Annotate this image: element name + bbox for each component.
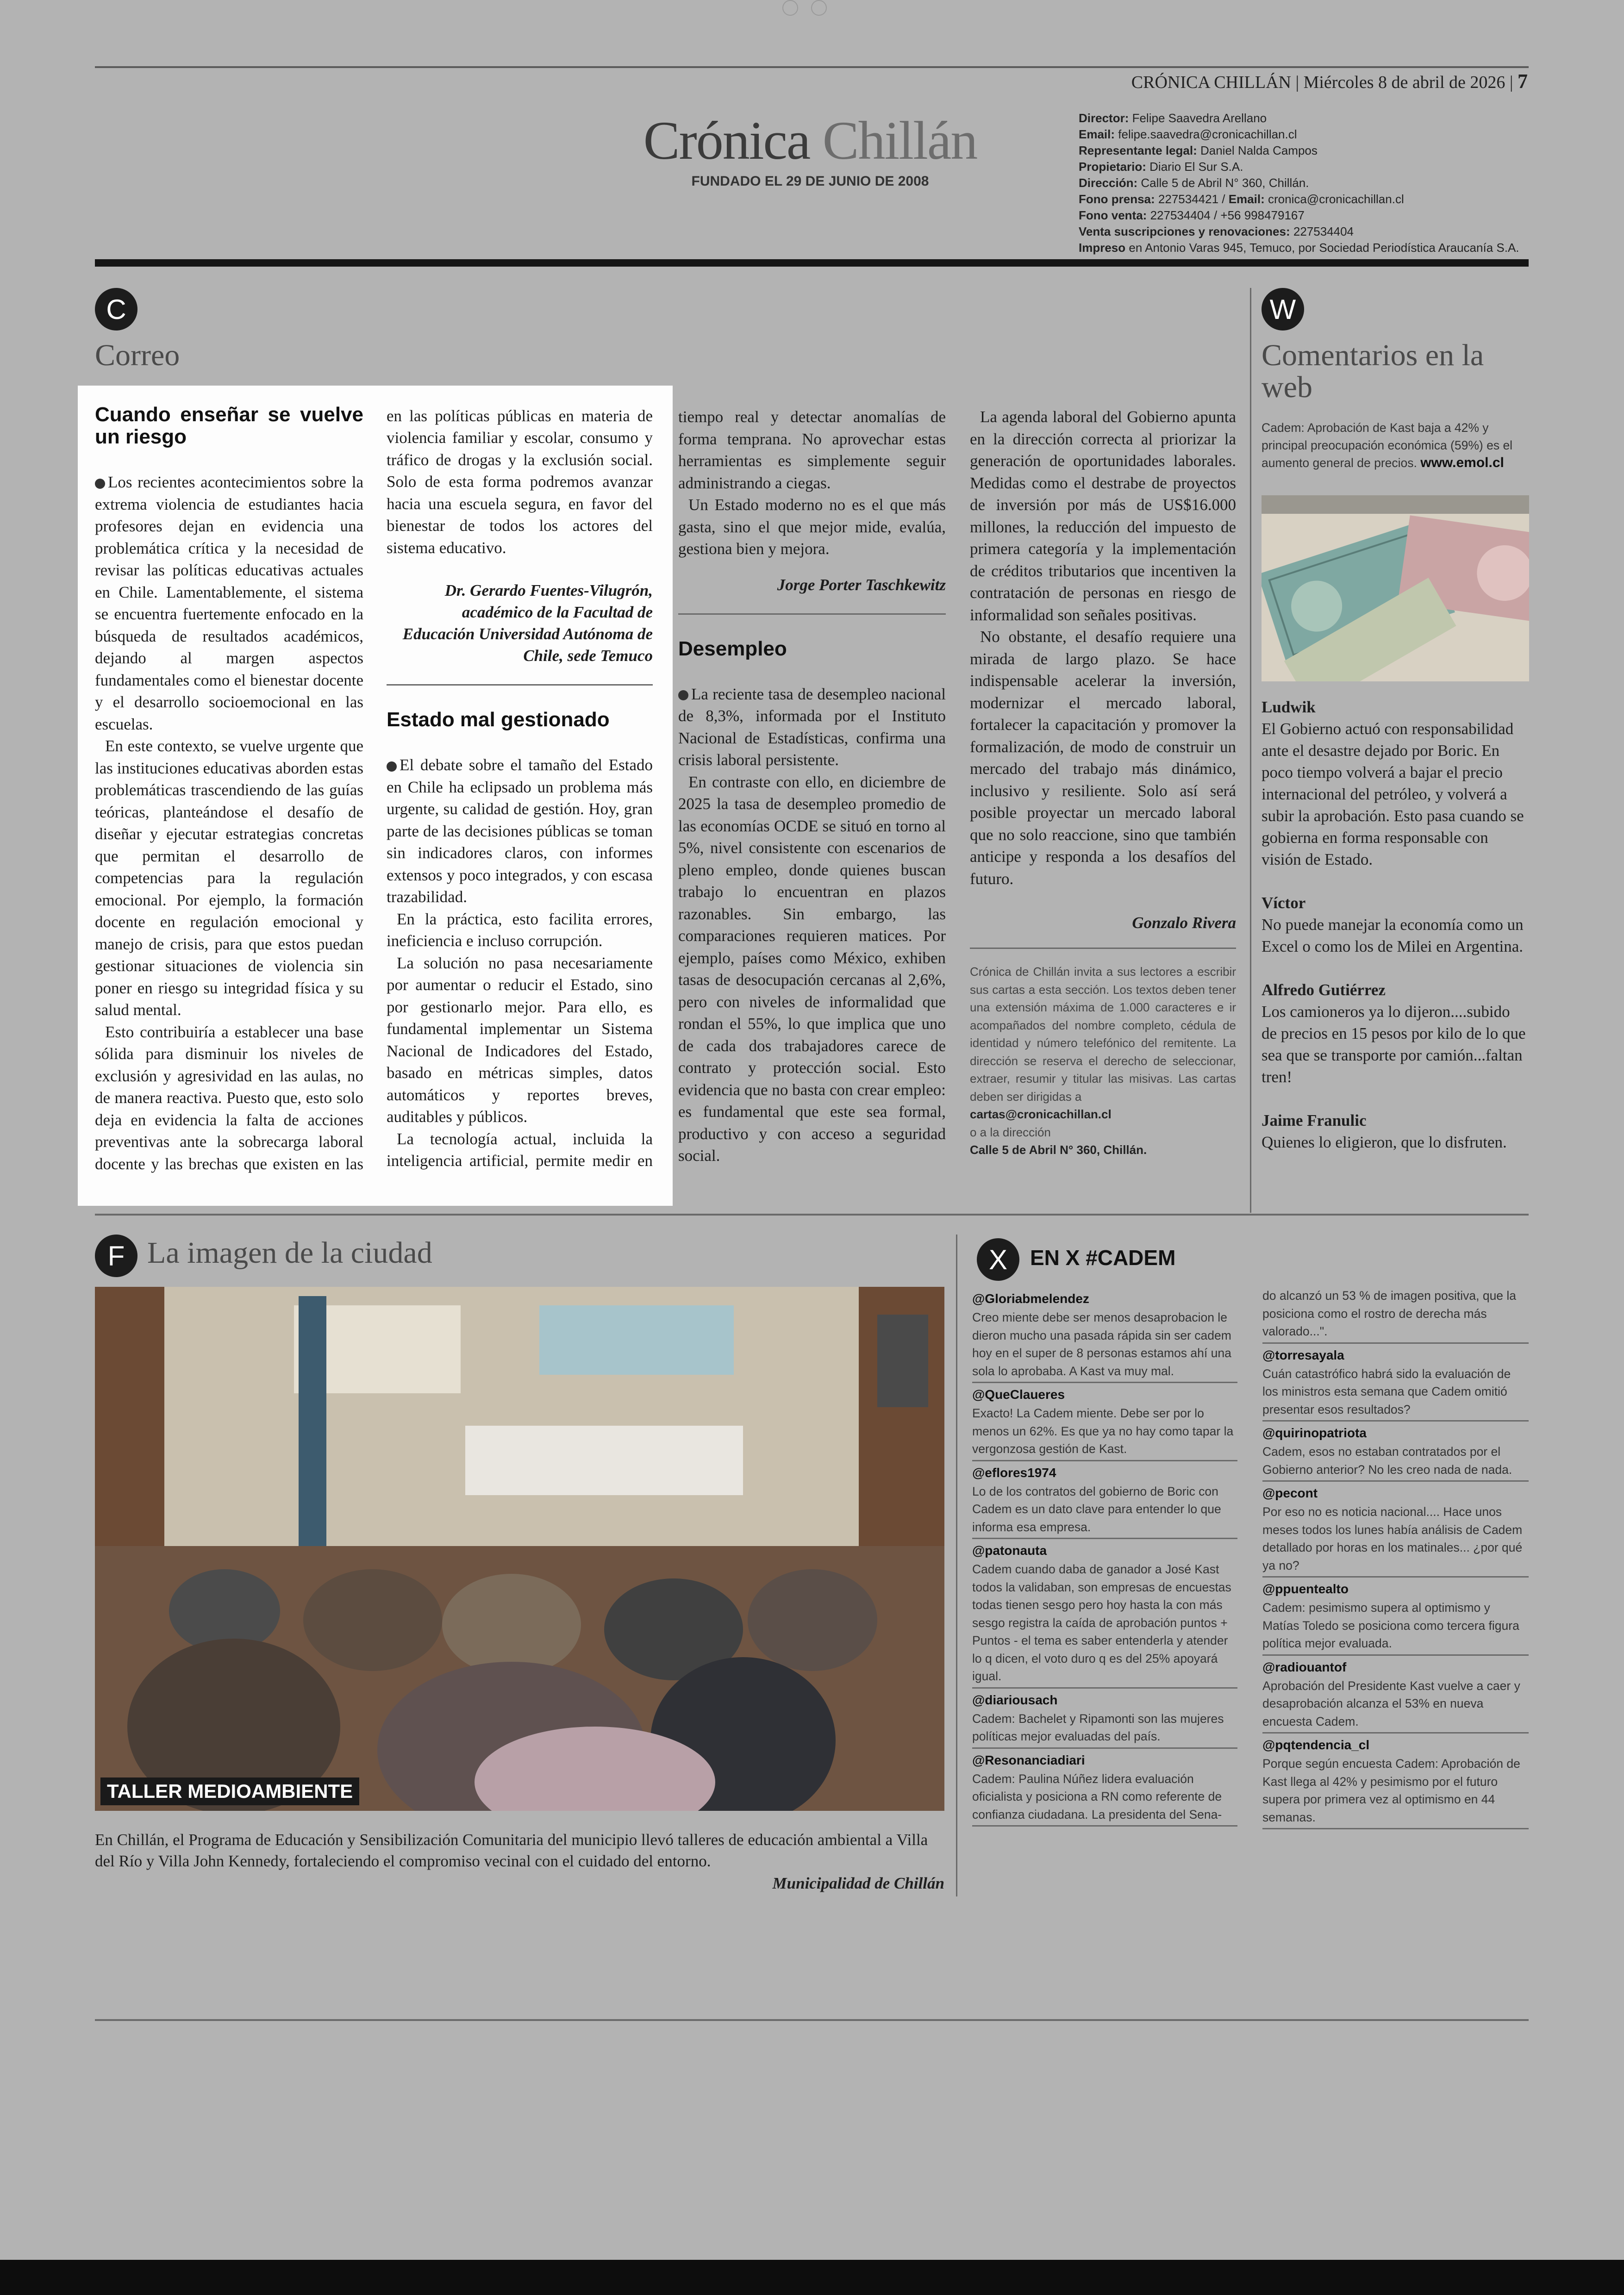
folio: CRÓNICA CHILLÁN | Miércoles 8 de abril de 2026 | 7: [1131, 70, 1528, 93]
paragraph: La agenda laboral del Gobierno apunta en la dirección correcta al priorizar la generación de oportunidades laborales. Medidas como el destrabe de proyectos de inversión por más de US$16.000 millones, la reducción del impuesto de primera categoría y la implementación de créditos tributarios que incentiven la contratación de personas en riesgo de informalidad son señales positivas.: [970, 408, 1236, 624]
submission-note: Crónica de Chillán invita a sus lectores a escribir sus cartas a esta sección. Los textos deben tener una extensión máxima de 1.000 caracteres e ir acompañados del nombre completo, cédula de identidad y número telefónico del remitente. La dirección se reserva el derecho de seleccionar, extraer, resumir y titular las misivas. Las cartas deben ser dirigidas a cartas@cronicachillan.cl o a la dirección Calle 5 de Abril N° 360, Chillán.: [970, 965, 1236, 1157]
paragraph: El debate sobre el tamaño del Estado en Chile ha eclipsado un problema más urgente, su calidad de gestión. Hoy, gran parte de las decisiones públicas se toman sin indicadores claros, con informes extensos y poco integrados, y con escasa trazabilidad.: [387, 756, 653, 906]
comment-text: El Gobierno actuó con responsabilidad ante el desastre dejado por Boric. En poco tiempo volverá a bajar el precio internacional del petróleo, y volverá a subir la aprobación. Esto pasa cuando se gobierna en forma responsable con visión de Estado.: [1262, 720, 1524, 868]
x-post-text: Lo de los contratos del gobierno de Boric con Cadem es un dato clave para entender lo que informa esa empresa.: [972, 1484, 1221, 1534]
letters-email[interactable]: cartas@cronicachillan.cl: [970, 1107, 1112, 1121]
letter2-continuation: tiempo real y detectar anomalías de forma temprana. No aprovechar estas herramientas es simplemente seguir administrando a ciegas.: [678, 408, 946, 492]
masthead: [602, 110, 1018, 189]
staff-row: Dirección: Calle 5 de Abril N° 360, Chillán.: [1079, 176, 1309, 190]
letter3-col4: [970, 406, 1236, 1159]
letter1-continuation: en las políticas públicas en materia de violencia familiar y escolar, consumo y tráfico de drogas y la exclusión social. Solo de esta forma podremos avanzar hacia una escuela segura, en favor del bienestar de todos los actores del sistema educativo.: [387, 406, 653, 557]
masthead-rule: [95, 259, 1529, 267]
x-handle[interactable]: @Resonanciadiari: [972, 1752, 1085, 1767]
x-post-text: Cadem, esos no estaban contratados por el Gobierno anterior? No les creo nada de nada.: [1262, 1445, 1512, 1477]
x-handle[interactable]: @quirinopatriota: [1262, 1426, 1367, 1440]
x-post-text: Exacto! La Cadem miente. Debe ser por lo menos un 62%. Es que ya no hay como tapar la vergonzosa gestión de Kast.: [972, 1406, 1234, 1456]
x-post-continuation: do alcanzó un 53 % de imagen positiva, que la posiciona como el rostro de derecha más valorado...".: [1262, 1287, 1529, 1344]
staff-row: Fono venta: 227534404 / +56 998479167: [1079, 208, 1305, 222]
top-rule: [95, 66, 1529, 68]
comment-text: Quienes lo eligieron, que lo disfruten.: [1262, 1133, 1507, 1151]
x-handle[interactable]: @torresayala: [1262, 1347, 1344, 1362]
web-title: Comentarios en la web: [1262, 338, 1484, 405]
x-post: [972, 1463, 1237, 1540]
x-handle[interactable]: @Gloriabmelendez: [972, 1291, 1089, 1306]
paragraph: La reciente tasa de desempleo nacional de 8,3%, informada por el Instituto Nacional de Estadísticas, confirma una crisis laboral persistente.: [678, 685, 946, 769]
correo-title: Correo: [95, 338, 180, 372]
x-post: [972, 1541, 1237, 1689]
x-post-text: Por eso no es noticia nacional.... Hace unos meses todos los lunes había análisis de Cadem detallado por horas en los matinales... ¿por qué ya no?: [1262, 1505, 1523, 1572]
viewer-bottom-bar: [0, 2260, 1624, 2295]
staff-row: Fono prensa: 227534421 / Email: cronica@cronicachillan.cl: [1079, 192, 1404, 206]
photo-label: TALLER MEDIOAMBIENTE: [100, 1777, 359, 1805]
paragraph: En contraste con ello, en diciembre de 2025 la tasa de desempleo promedio de las economías OCDE se situó en torno al 5%, nivel consistente con escenarios de pleno empleo, donde quienes buscan trabajo lo encuentran en plazos razonables. Sin embargo, las comparaciones requieren matices. Por ejemplo, países como México, exhiben tasas de desocupación cercanas al 2,6%, pero con niveles de informalidad que rondan el 55%, lo que implica que uno de cada dos trabajadores carece de contrato y protección social. Esto evidencia que no basta con crear empleo: es fundamental que este sea formal, productivo y con acceso a seguridad social.: [678, 773, 946, 1165]
x-handle[interactable]: @ppuentealto: [1262, 1582, 1349, 1596]
x-post: [1262, 1735, 1529, 1829]
web-comment: [1262, 697, 1529, 870]
x-post-text: Cadem: Paulina Núñez lidera evaluación oficialista y posiciona a RN como referente de confianza ciudadana. La presidenta del Sena-: [972, 1771, 1222, 1821]
x-handle[interactable]: @patonauta: [972, 1543, 1047, 1558]
x-handle[interactable]: @pecont: [1262, 1486, 1318, 1500]
paragraph: Un Estado moderno no es el que más gasta, sino el que mejor mide, evalúa, gestiona bien y mejora.: [678, 496, 946, 558]
paragraph: En este contexto, se vuelve urgente que las instituciones educativas aborden estas problemáticas trascendiendo de las guías teóricas, planteándose el desafío de diseñar y ejecutar estrategias concretas que permitan el desarrollo de competencias para la regulación emocional. Por ejemplo, la formación docente en regulación emocional y manejo de crisis, para que estos puedan gestionar situaciones de violencia sin poner en riesgo su integridad física y su salud mental.: [95, 737, 363, 1019]
x-column-1: [972, 1289, 1237, 1828]
comment-author: Alfredo Gutiérrez: [1262, 981, 1386, 999]
letter1-headline: Cuando enseñar se vuelve un riesgo: [95, 403, 363, 448]
comment-author: Jaime Franulic: [1262, 1111, 1367, 1129]
web-comments: [1262, 697, 1529, 1175]
x-post-text: Cuán catastrófico habrá sido la evaluación de los ministros esta semana que Cadem omitió presentar esos resultados?: [1262, 1366, 1511, 1416]
city-caption: En Chillán, el Programa de Educación y Sensibilización Comunitaria del municipio llevó talleres de educación ambiental a Villa del Río y Villa John Kennedy, fortaleciendo el compromiso vecinal con el cuidado del entorno.: [95, 1831, 928, 1870]
page-dot[interactable]: [811, 0, 827, 16]
x-post-text: Cadem: Bachelet y Ripamonti son las mujeres políticas mejor evaluadas del país.: [972, 1711, 1224, 1743]
letter1-col2: [387, 406, 653, 1172]
column-divider: [956, 1235, 957, 1896]
section-rule: [95, 1214, 1529, 1216]
x-badge: X: [977, 1238, 1019, 1281]
x-post: [1262, 1346, 1529, 1422]
comment-author: Víctor: [1262, 894, 1306, 912]
page-indicator: [782, 0, 843, 15]
founded-date: FUNDADO EL 29 DE JUNIO DE 2008: [691, 174, 929, 189]
paragraph: La solución no pasa necesariamente por aumentar o reducir el Estado, sino por gestionarlo mejor. Para ello, es fundamental implementar un Sistema Nacional de Indicadores del Estado, basado en métricas simples, datos automáticos y reportes breves, auditables y públicos.: [387, 954, 653, 1126]
letter2-col3: [678, 406, 946, 1167]
paper-logo: Crónica Chillán: [643, 110, 977, 171]
x-column-2: [1262, 1287, 1529, 1831]
web-comment: [1262, 892, 1529, 957]
x-post: [972, 1385, 1237, 1461]
bullet-icon: [387, 761, 397, 772]
comment-author: Ludwik: [1262, 698, 1316, 716]
divider: [678, 613, 946, 615]
web-comment: [1262, 1110, 1529, 1153]
x-post: [1262, 1658, 1529, 1734]
letter1-col1: [95, 404, 363, 1176]
paragraph: No obstante, el desafío requiere una mirada de largo plazo. Se hace indispensable acelerar la inversión, modernizar el mercado laboral, fortalecer la capacitación y promover la formalización, de modo de construir un mercado del trabajo más dinámico, inclusivo y resiliente. Solo así será posible proyectar un mercado laboral que no solo reaccione, sino que también anticipe y responda a los desafíos del futuro.: [970, 628, 1236, 888]
x-post-text: Creo miente debe ser menos desaprobacion le dieron mucho una pasada rápida sin ser cadem hoy en el super de 8 personas estamos ahí una sola lo aprobaba. A Kast va muy mal.: [972, 1310, 1231, 1378]
divider: [970, 948, 1236, 949]
web-badge: W: [1262, 288, 1304, 331]
city-badge: F: [95, 1235, 137, 1277]
web-comment: [1262, 979, 1529, 1088]
staff-row: Propietario: Diario El Sur S.A.: [1079, 160, 1243, 174]
bullet-icon: [678, 690, 688, 700]
paragraph: En la práctica, esto facilita errores, ineficiencia e incluso corrupción.: [387, 910, 653, 950]
paragraph: Esto contribuiría a establecer una base sólida para disminuir los niveles de exclusión y agresividad en las aulas, no de manera reactiva. Puesto que, esto solo deja en evidencia la falta de acciones preventivas ante la sobrecarga laboral docente y las brechas que existen en las: [95, 1023, 363, 1173]
staff-row: Venta suscripciones y renovaciones: 227534404: [1079, 225, 1354, 238]
comment-text: No puede manejar la economía como un Excel o como los de Milei en Argentina.: [1262, 916, 1524, 955]
paragraph: Los recientes acontecimientos sobre la extrema violencia de estudiantes hacia profesores dejan en evidencia una problemática crítica y la necesidad de revisar las políticas educativas actuales en Chile. Lamentablemente, el sistema se encuentra fuertemente enfocado en la búsqueda de resultados académicos, dejando al margen aspectos fundamentales como el bienestar docente y el desarrollo socioemocional en las escuelas.: [95, 473, 363, 733]
x-handle[interactable]: @eflores1974: [972, 1465, 1056, 1480]
column-divider: [1250, 288, 1251, 1213]
x-post: [972, 1751, 1237, 1827]
x-post-text: Porque según encuesta Cadem: Aprobación de Kast llega al 42% y pesimismo por el futuro supera por primera vez al optimismo en 44 semanas.: [1262, 1757, 1520, 1824]
x-post: [972, 1289, 1237, 1383]
x-handle[interactable]: @radiouantof: [1262, 1659, 1347, 1674]
x-post: [1262, 1423, 1529, 1482]
x-post-text: Cadem cuando daba de ganador a José Kast todos la validaban, son empresas de encuestas todas tienen sesgo pero hoy hasta la con más sesgo registra la caída de aprobación puntos + Puntos - el tema es saber entenderla y atender lo q dicen, el voto duro q es del 25% apoyará igual.: [972, 1562, 1231, 1683]
comment-text: Los camioneros ya lo dijeron....subido de precios en 15 pesos por kilo de lo que sea que se transporte por camión...faltan tren!: [1262, 1003, 1526, 1086]
x-post: [1262, 1484, 1529, 1578]
page-dot[interactable]: [782, 0, 798, 16]
x-post: [1262, 1579, 1529, 1656]
x-title: EN X #CADEM: [1030, 1246, 1176, 1270]
letter3-signature: Gonzalo Rivera: [1132, 914, 1236, 932]
staff-box: [1079, 110, 1542, 256]
x-post-text: Cadem: pesimismo supera al optimismo y Matías Toledo se posiciona como tercera figura política mejor evaluada.: [1262, 1601, 1519, 1650]
city-title: La imagen de la ciudad: [147, 1236, 432, 1270]
city-credit: Municipalidad de Chillán: [772, 1874, 944, 1892]
x-post-text: Aprobación del Presidente Kast vuelve a caer y desaprobación alcanza el 53% en nueva encuesta Cadem.: [1262, 1678, 1520, 1728]
staff-row: Email: felipe.saavedra@cronicachillan.cl: [1079, 127, 1297, 141]
staff-row: Director: Felipe Saavedra Arellano: [1079, 111, 1267, 125]
web-intro: Cadem: Aprobación de Kast baja a 42% y principal preocupación económica (59%) es el aumento general de precios. www.emol.cl: [1262, 421, 1513, 470]
staff-row: Representante legal: Daniel Nalda Campos: [1079, 143, 1318, 157]
x-handle[interactable]: @QueClaueres: [972, 1387, 1065, 1402]
bullet-icon: [95, 479, 105, 489]
x-handle[interactable]: @pqtendencia_cl: [1262, 1738, 1370, 1752]
staff-row: Impreso en Antonio Varas 945, Temuco, por Sociedad Periodística Araucanía S.A.: [1079, 241, 1519, 255]
letter2-signature: Jorge Porter Taschkewitz: [777, 575, 946, 594]
x-handle[interactable]: @diariousach: [972, 1692, 1058, 1707]
money-photo: [1262, 495, 1529, 681]
bottom-rule: [95, 2019, 1529, 2021]
x-post: [972, 1690, 1237, 1749]
paragraph: La tecnología actual, incluida la inteligencia artificial, permite medir en: [387, 1129, 653, 1170]
letter2-headline: Estado mal gestionado: [387, 708, 610, 731]
letter1-signature: Dr. Gerardo Fuentes-Vilugrón, académico de la Facultad de Educación Universidad Autónoma de Chile, sede Temuco: [402, 581, 653, 665]
correo-badge: C: [95, 288, 137, 331]
divider: [387, 684, 653, 686]
city-photo: [95, 1287, 944, 1811]
letter3-headline: Desempleo: [678, 637, 787, 660]
web-source-link[interactable]: www.emol.cl: [1420, 455, 1504, 470]
